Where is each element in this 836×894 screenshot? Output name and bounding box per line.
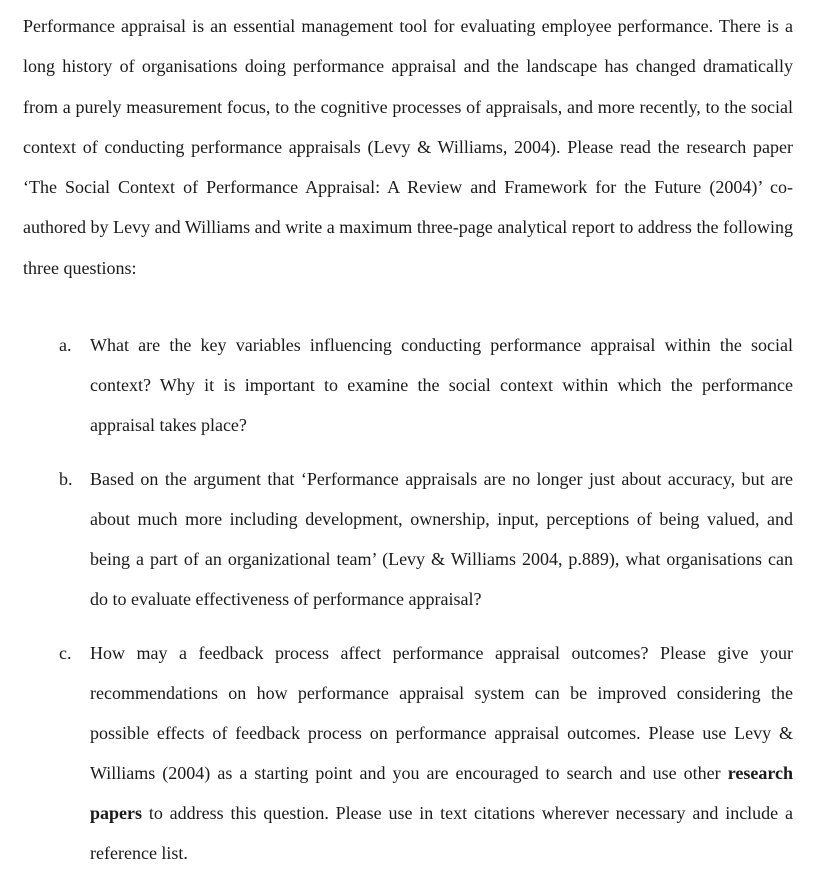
question-bold-text: research papers — [90, 763, 793, 824]
question-text: What are the key variables influencing conducting performance appraisal within the social context? Why it is important to examine the social context within which the performance appraisal takes place? — [90, 335, 793, 436]
question-text-after-bold: to address this question. Please use in text citations wherever necessary and include a reference list. — [90, 803, 793, 864]
question-marker: a. — [59, 335, 72, 356]
question-item-c — [23, 633, 793, 873]
question-marker: b. — [59, 469, 73, 490]
question-text: Based on the argument that ‘Performance appraisals are no longer just about accuracy, but are about much more including development, ownership, input, perceptions of being valued, and being a part of an organizational team’ (Levy & Williams 2004, p.889), what organisations can do to evaluate effectiveness of performance appraisal? — [90, 469, 793, 610]
intro-paragraph: Performance appraisal is an essential management tool for evaluating employee performance. There is a long history of organisations doing performance appraisal and the landscape has changed dramatically from a purely measurement focus, to the cognitive processes of appraisals, and more recently, to the social context of conducting performance appraisals (Levy & Williams, 2004). Please read the research paper ‘The Social Context of Performance Appraisal: A Review and Framework for the Future (2004)’ co-authored by Levy and Williams and write a maximum three-page analytical report to address the following three questions: — [23, 16, 793, 278]
question-marker: c. — [59, 643, 72, 664]
question-list — [23, 325, 793, 873]
question-item-b — [23, 459, 793, 619]
question-text-before-bold: How may a feedback process affect performance appraisal outcomes? Please give your recommendations on how performance appraisal system can be improved considering the possible effects of feedback process on performance appraisal outcomes. Please use Levy & Williams (2004) as a starting point and you are encouraged to search and use other — [90, 643, 793, 784]
document-body — [23, 6, 793, 889]
question-item-a — [23, 325, 793, 445]
